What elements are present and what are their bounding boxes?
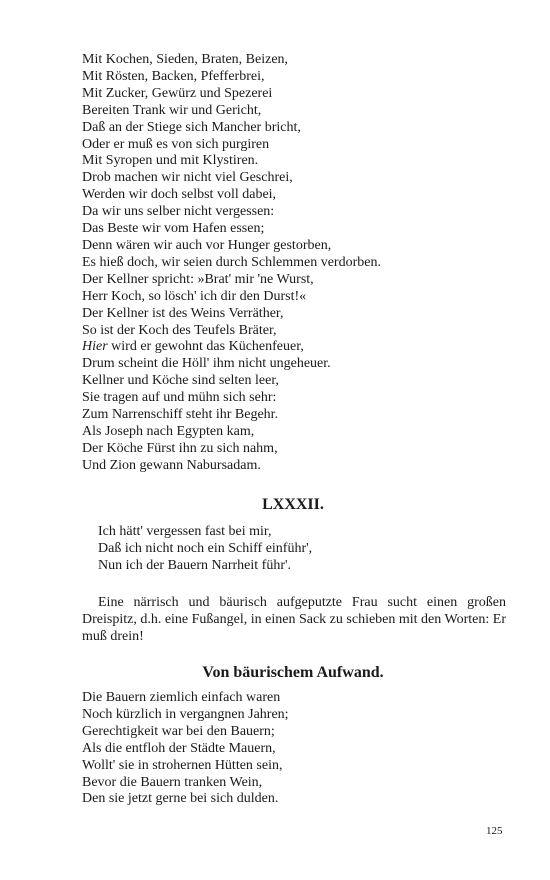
verse-top	[82, 52, 381, 475]
verse-line: Das Beste wir vom Hafen essen;	[82, 221, 265, 237]
motto-line: Daß ich nicht noch ein Schiff einführ',	[98, 540, 313, 556]
verse-bottom	[82, 690, 289, 808]
verse-line: Den sie jetzt gerne bei sich dulden.	[82, 791, 279, 807]
verse-line: Mit Syropen und mit Klystiren.	[82, 153, 259, 169]
verse-line: Als die entfloh der Städte Mauern,	[82, 740, 276, 756]
motto-line: Ich hätt' vergessen fast bei mir,	[98, 524, 272, 539]
verse-line: Der Kellner ist des Weins Verräther,	[82, 305, 284, 321]
verse-line: Und Zion gewann Nabursadam.	[82, 457, 261, 473]
verse-line: Die Bauern ziemlich einfach waren	[82, 690, 281, 705]
verse-line: Bevor die Bauern tranken Wein,	[82, 774, 263, 790]
verse-line: Daß an der Stiege sich Mancher bricht,	[82, 119, 301, 135]
italic-word: Hier	[82, 339, 108, 355]
verse-line: Mit Rösten, Backen, Pfefferbrei,	[82, 68, 265, 84]
verse-line: Denn wären wir auch vor Hunger gestorben,	[82, 237, 332, 253]
chapter-heading: LXXXII.	[262, 496, 324, 513]
verse-line: Mit Kochen, Sieden, Braten, Beizen,	[82, 52, 289, 67]
verse-line: Mit Zucker, Gewürz und Spezerei	[82, 85, 273, 101]
verse-line: Herr Koch, so lösch' ich dir den Durst!«	[82, 288, 307, 304]
verse-line: Werden wir doch selbst voll dabei,	[82, 187, 277, 203]
verse-line: Da wir uns selber nicht vergessen:	[82, 204, 275, 220]
verse-line: Kellner und Köche sind selten leer,	[82, 373, 279, 389]
verse-line: Wollt' sie in strohernen Hütten sein,	[82, 757, 283, 773]
italic-line-rest: wird er gewohnt das Küchenfeuer,	[107, 339, 304, 355]
chapter-motto	[98, 524, 312, 575]
verse-line: Gerechtigkeit war bei den Bauern;	[82, 723, 275, 739]
verse-line: So ist der Koch des Teufels Bräter,	[82, 322, 277, 338]
verse-line: Der Kellner spricht: »Brat' mir 'ne Wurst,	[82, 271, 314, 287]
verse-line: Es hieß doch, wir seien durch Schlemmen verdorben.	[82, 254, 381, 270]
section-heading: Von bäurischem Aufwand.	[202, 664, 384, 681]
verse-line: Der Köche Fürst ihn zu sich nahm,	[82, 440, 278, 456]
verse-line: Bereiten Trank wir und Gericht,	[82, 102, 262, 118]
verse-line: Drum scheint die Höll' ihm nicht ungeheuer.	[82, 356, 331, 372]
verse-line: Sie tragen auf und mühn sich sehr:	[82, 390, 277, 406]
verse-line: Drob machen wir nicht viel Geschrei,	[82, 170, 293, 186]
verse-line: Zum Narrenschiff steht ihr Begehr.	[82, 407, 279, 423]
woodcut-description: Eine närrisch und bäurisch aufgeputzte Frau sucht einen großen Dreispitz, d.h. eine Fußangel, in einen Sack zu schieben mit den Worten: Er muß drein!	[82, 595, 506, 644]
verse-line: Oder er muß es von sich purgiren	[82, 136, 270, 152]
page-number: 125	[486, 825, 503, 837]
verse-line-italic-start	[82, 339, 381, 356]
motto-line: Nun ich der Bauern Narrheit führ'.	[98, 557, 292, 573]
verse-line: Noch kürzlich in vergangnen Jahren;	[82, 706, 289, 722]
verse-line: Als Joseph nach Egypten kam,	[82, 423, 255, 439]
